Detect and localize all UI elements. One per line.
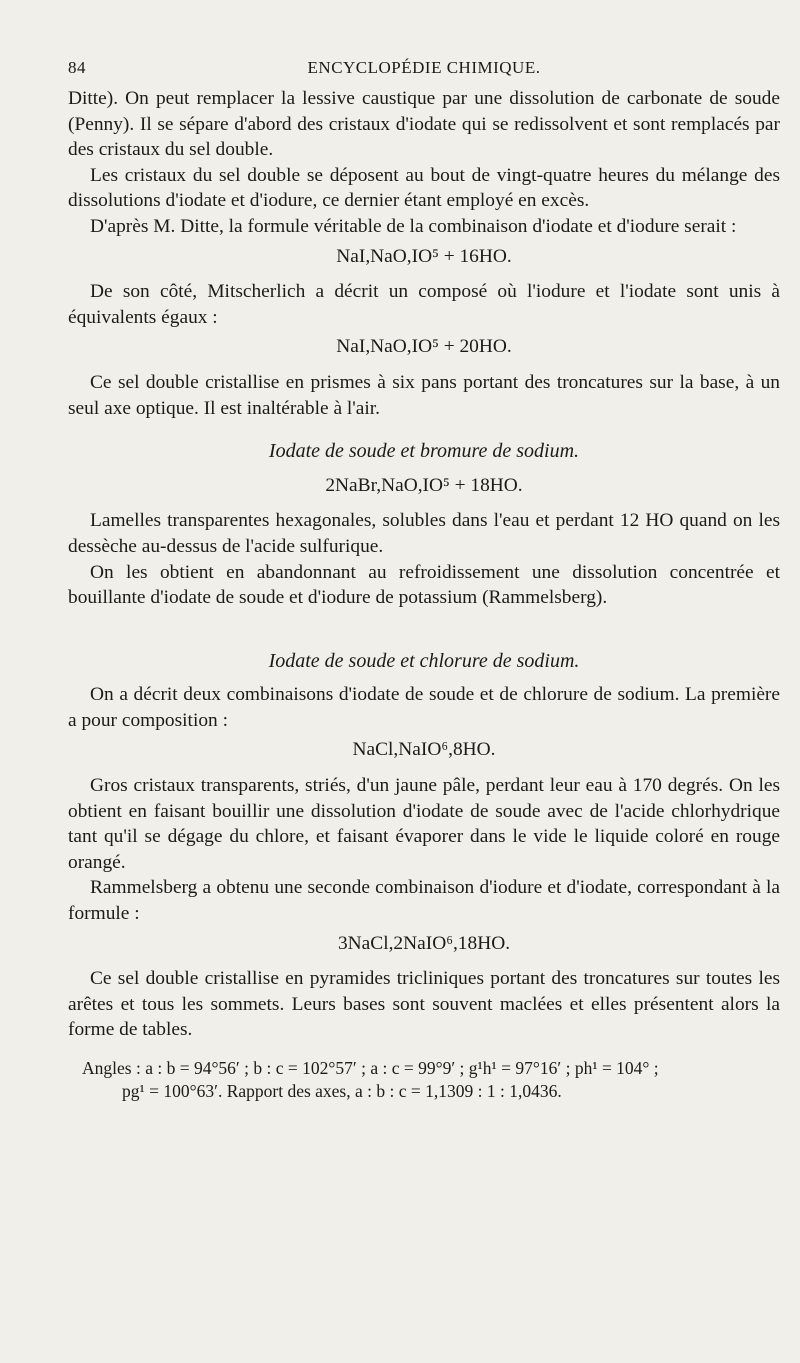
chemical-formula: NaI,NaO,IO⁵ + 16HO.	[336, 245, 512, 267]
section-heading: Iodate de soude et chlorure de sodium.	[268, 649, 580, 672]
paragraph: On a décrit deux combinaisons d'iodate de soude et de chlorure de sodium. La première a pour composition :	[68, 684, 780, 731]
chemical-formula: NaI,NaO,IO⁵ + 20HO.	[336, 336, 512, 358]
section-heading: Iodate de soude et bromure de sodium.	[268, 440, 580, 463]
page-header	[68, 52, 780, 82]
page-body	[68, 86, 780, 1103]
crystal-angles	[68, 1057, 780, 1103]
chemical-formula: 3NaCl,2NaIO⁶,18HO.	[337, 932, 511, 954]
paragraph: Ce sel double cristallise en prismes à six pans portant des troncatures sur la base, à un seul axe optique. Il est inaltérable à l'air.	[68, 371, 780, 419]
paragraph: Lamelles transparentes hexagonales, solubles dans l'eau et perdant 12 HO quand on les dessèche au-dessus de l'acide sulfurique.	[68, 510, 780, 557]
paragraph: Rammelsberg a obtenu une seconde combinaison d'iodure et d'iodate, correspondant à la formule :	[68, 877, 780, 925]
chemical-formula: NaCl,NaIO⁶,8HO.	[352, 739, 496, 761]
paragraph: De son côté, Mitscherlich a décrit un composé où l'iodure et l'iodate sont unis à équivalents égaux :	[68, 281, 780, 328]
running-title: ENCYCLOPÉDIE CHIMIQUE.	[307, 58, 541, 77]
angles-line: Angles : a : b = 94°56′ ; b : c = 102°57′ ; a : c = 99°9′ ; g¹h¹ = 97°16′ ; ph¹ = 104° ;	[82, 1058, 659, 1078]
page-number: 84	[68, 58, 86, 77]
paragraph: Les cristaux du sel double se déposent au bout de vingt-quatre heures du mélange des dissolutions d'iodate et d'iodure, ce dernier étant employé en excès.	[68, 164, 780, 212]
chemical-formula: 2NaBr,NaO,IO⁵ + 18HO.	[325, 474, 523, 496]
paragraph: Gros cristaux transparents, striés, d'un jaune pâle, perdant leur eau à 170 degrés. On les obtient en faisant bouillir une dissolution d'iodate de soude avec de l'acide chlorhydrique tant qu'il se dégage du chlore, et faisant évaporer dans le vide le liquide coloré en rouge orangé.	[68, 775, 780, 873]
paragraph: D'après M. Ditte, la formule véritable de la combinaison d'iodate et d'iodure serait :	[90, 215, 737, 237]
paragraph: On les obtient en abandonnant au refroidissement une dissolution concentrée et bouillante d'iodate de soude et d'iodure de potassium (Rammelsberg).	[68, 561, 780, 609]
paragraph: Ditte). On peut remplacer la lessive caustique par une dissolution de carbonate de soude (Penny). Il se sépare d'abord des cristaux d'iodate qui se redissolvent et sont remplacés par des cristaux du sel double.	[68, 88, 780, 161]
paragraph: Ce sel double cristallise en pyramides tricliniques portant des troncatures sur toutes les arêtes et tous les sommets. Leurs bases sont souvent maclées et elles présentent alors la forme de tables.	[68, 968, 780, 1041]
angles-line: pg¹ = 100°63′. Rapport des axes, a : b : c = 1,1309 : 1 : 1,0436.	[122, 1081, 562, 1101]
